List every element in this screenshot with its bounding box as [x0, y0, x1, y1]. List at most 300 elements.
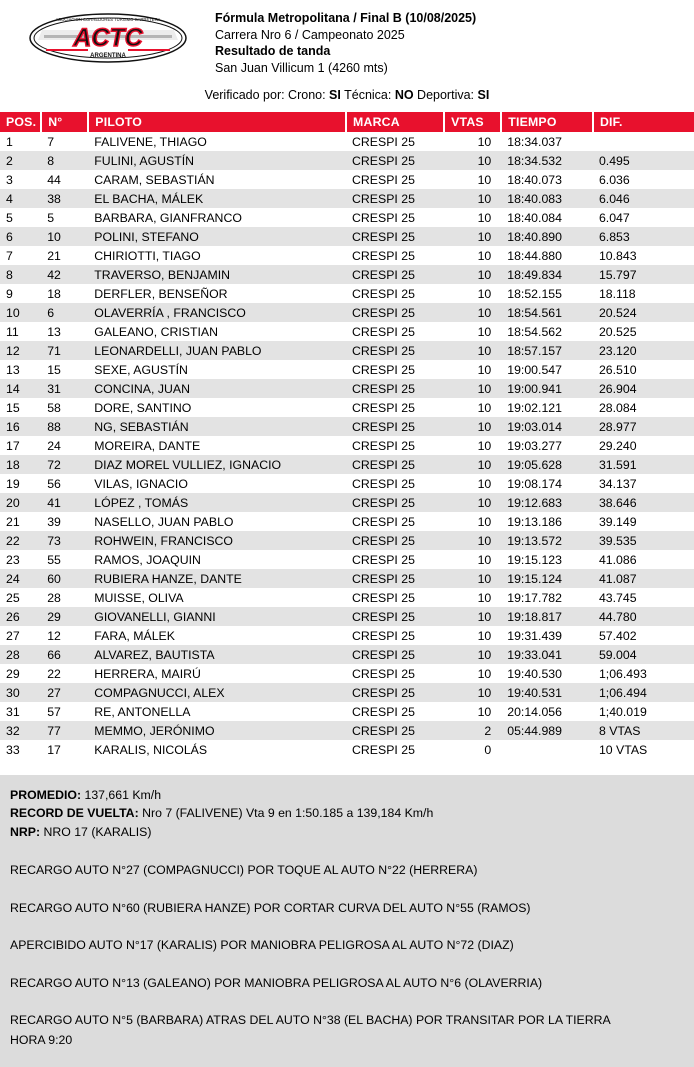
table-row: [0, 379, 694, 398]
cell-vtas: 10: [444, 664, 501, 683]
cell-pilot: LÓPEZ , TOMÁS: [88, 493, 346, 512]
actc-logo-icon: [28, 10, 188, 66]
cell-pos: 32: [0, 721, 41, 740]
table-row: [0, 284, 694, 303]
cell-number: 18: [41, 284, 88, 303]
cell-vtas: 10: [444, 379, 501, 398]
cell-marca: CRESPI 25: [346, 303, 444, 322]
cell-marca: CRESPI 25: [346, 645, 444, 664]
cell-number: 31: [41, 379, 88, 398]
cell-vtas: 10: [444, 265, 501, 284]
cell-marca: CRESPI 25: [346, 284, 444, 303]
penalty-note: RECARGO AUTO N°13 (GALEANO) POR MANIOBRA PELIGROSA AL AUTO N°6 (OLAVERRIA): [10, 975, 543, 990]
cell-dif: 20.524: [593, 303, 694, 322]
cell-pos: 30: [0, 683, 41, 702]
cell-number: 56: [41, 474, 88, 493]
table-row: [0, 208, 694, 227]
cell-tiempo: 19:40.530: [501, 664, 593, 683]
cell-vtas: 10: [444, 474, 501, 493]
column-header-dif: DIF.: [593, 112, 694, 132]
cell-vtas: 10: [444, 683, 501, 702]
cell-dif: 1;06.494: [593, 683, 694, 702]
cell-dif: 23.120: [593, 341, 694, 360]
cell-marca: CRESPI 25: [346, 151, 444, 170]
cell-number: 27: [41, 683, 88, 702]
cell-tiempo: 19:13.186: [501, 512, 593, 531]
table-body: [0, 132, 694, 759]
cell-marca: CRESPI 25: [346, 436, 444, 455]
cell-dif: [593, 132, 694, 151]
cell-pilot: MUISSE, OLIVA: [88, 588, 346, 607]
cell-dif: 29.240: [593, 436, 694, 455]
cell-pos: 28: [0, 645, 41, 664]
cell-marca: CRESPI 25: [346, 227, 444, 246]
cell-tiempo: 18:34.037: [501, 132, 593, 151]
cell-number: 60: [41, 569, 88, 588]
cell-tiempo: 18:40.073: [501, 170, 593, 189]
table-row: [0, 132, 694, 151]
verification-line: [0, 88, 694, 102]
cell-pilot: EL BACHA, MÁLEK: [88, 189, 346, 208]
note-record: [10, 805, 684, 822]
cell-tiempo: 19:18.817: [501, 607, 593, 626]
cell-pilot: FARA, MÁLEK: [88, 626, 346, 645]
cell-tiempo: 19:13.572: [501, 531, 593, 550]
cell-pilot: RAMOS, JOAQUIN: [88, 550, 346, 569]
cell-marca: CRESPI 25: [346, 398, 444, 417]
cell-pos: 17: [0, 436, 41, 455]
cell-dif: 1;06.493: [593, 664, 694, 683]
cell-dif: 28.977: [593, 417, 694, 436]
cell-dif: 10 VTAS: [593, 740, 694, 759]
cell-marca: CRESPI 25: [346, 740, 444, 759]
cell-marca: CRESPI 25: [346, 132, 444, 151]
cell-pos: 22: [0, 531, 41, 550]
cell-pos: 9: [0, 284, 41, 303]
verified-deportiva-value: SI: [477, 88, 490, 102]
table-row: [0, 512, 694, 531]
cell-marca: CRESPI 25: [346, 474, 444, 493]
cell-number: 12: [41, 626, 88, 645]
cell-pos: 11: [0, 322, 41, 341]
cell-dif: 0.495: [593, 151, 694, 170]
table-row: [0, 151, 694, 170]
cell-number: 13: [41, 322, 88, 341]
cell-pos: 3: [0, 170, 41, 189]
cell-tiempo: 19:03.277: [501, 436, 593, 455]
cell-tiempo: 05:44.989: [501, 721, 593, 740]
cell-marca: CRESPI 25: [346, 550, 444, 569]
cell-dif: 6.036: [593, 170, 694, 189]
cell-dif: 1;40.019: [593, 702, 694, 721]
cell-pos: 10: [0, 303, 41, 322]
cell-number: 73: [41, 531, 88, 550]
document-result-type: Resultado de tanda: [215, 44, 331, 58]
cell-tiempo: 19:05.628: [501, 455, 593, 474]
cell-pilot: ROHWEIN, FRANCISCO: [88, 531, 346, 550]
cell-tiempo: 18:40.083: [501, 189, 593, 208]
cell-dif: 43.745: [593, 588, 694, 607]
cell-pilot: COMPAGNUCCI, ALEX: [88, 683, 346, 702]
cell-pilot: GIOVANELLI, GIANNI: [88, 607, 346, 626]
cell-pos: 26: [0, 607, 41, 626]
cell-pos: 23: [0, 550, 41, 569]
cell-pos: 12: [0, 341, 41, 360]
cell-number: 22: [41, 664, 88, 683]
cell-tiempo: 19:17.782: [501, 588, 593, 607]
cell-tiempo: 19:02.121: [501, 398, 593, 417]
cell-number: 7: [41, 132, 88, 151]
nrp-value: NRO 17 (KARALIS): [40, 824, 152, 839]
cell-tiempo: 19:08.174: [501, 474, 593, 493]
cell-pilot: NASELLO, JUAN PABLO: [88, 512, 346, 531]
cell-number: 39: [41, 512, 88, 531]
notes-panel: [0, 775, 694, 1067]
cell-pos: 25: [0, 588, 41, 607]
cell-marca: CRESPI 25: [346, 341, 444, 360]
cell-dif: 15.797: [593, 265, 694, 284]
cell-marca: CRESPI 25: [346, 208, 444, 227]
cell-number: 88: [41, 417, 88, 436]
cell-marca: CRESPI 25: [346, 322, 444, 341]
cell-dif: 26.510: [593, 360, 694, 379]
table-row: [0, 227, 694, 246]
cell-marca: CRESPI 25: [346, 531, 444, 550]
cell-number: 58: [41, 398, 88, 417]
promedio-label: PROMEDIO:: [10, 788, 82, 802]
cell-marca: CRESPI 25: [346, 664, 444, 683]
cell-number: 66: [41, 645, 88, 664]
document-subtitle: Carrera Nro 6 / Campeonato 2025: [215, 27, 405, 42]
nrp-label: NRP:: [10, 824, 41, 839]
cell-pilot: RE, ANTONELLA: [88, 702, 346, 721]
cell-vtas: 10: [444, 702, 501, 721]
table-row: [0, 588, 694, 607]
table-row: [0, 702, 694, 721]
cell-number: 44: [41, 170, 88, 189]
cell-marca: CRESPI 25: [346, 170, 444, 189]
cell-vtas: 10: [444, 227, 501, 246]
cell-number: 17: [41, 740, 88, 759]
cell-dif: 6.047: [593, 208, 694, 227]
cell-marca: CRESPI 25: [346, 721, 444, 740]
cell-pilot: GALEANO, CRISTIAN: [88, 322, 346, 341]
column-header-pilot: PILOTO: [88, 112, 346, 132]
penalty-note: RECARGO AUTO N°27 (COMPAGNUCCI) POR TOQUE AL AUTO N°22 (HERRERA): [10, 863, 478, 878]
cell-dif: 41.087: [593, 569, 694, 588]
cell-tiempo: 19:03.014: [501, 417, 593, 436]
column-header-marca: MARCA: [346, 112, 444, 132]
cell-dif: 59.004: [593, 645, 694, 664]
cell-vtas: 10: [444, 607, 501, 626]
penalty-note: APERCIBIDO AUTO N°17 (KARALIS) POR MANIOBRA PELIGROSA AL AUTO N°72 (DIAZ): [10, 938, 514, 953]
svg-text:ACTC: ACTC: [72, 24, 143, 52]
table-row: [0, 607, 694, 626]
table-row: [0, 626, 694, 645]
cell-pos: 4: [0, 189, 41, 208]
cell-vtas: 10: [444, 626, 501, 645]
cell-pilot: MOREIRA, DANTE: [88, 436, 346, 455]
cell-pilot: TRAVERSO, BENJAMIN: [88, 265, 346, 284]
cell-vtas: 10: [444, 170, 501, 189]
cell-number: 21: [41, 246, 88, 265]
cell-vtas: 10: [444, 284, 501, 303]
cell-vtas: 10: [444, 303, 501, 322]
cell-pos: 33: [0, 740, 41, 759]
cell-pilot: DORE, SANTINO: [88, 398, 346, 417]
cell-dif: 57.402: [593, 626, 694, 645]
cell-vtas: 2: [444, 721, 501, 740]
cell-pos: 8: [0, 265, 41, 284]
cell-pos: 5: [0, 208, 41, 227]
cell-marca: CRESPI 25: [346, 360, 444, 379]
cell-number: 71: [41, 341, 88, 360]
cell-number: 55: [41, 550, 88, 569]
cell-marca: CRESPI 25: [346, 607, 444, 626]
cell-pos: 7: [0, 246, 41, 265]
cell-dif: 39.149: [593, 512, 694, 531]
table-row: [0, 265, 694, 284]
cell-tiempo: 18:49.834: [501, 265, 593, 284]
cell-tiempo: 19:15.124: [501, 569, 593, 588]
cell-vtas: 10: [444, 208, 501, 227]
cell-dif: 6.853: [593, 227, 694, 246]
cell-tiempo: 19:40.531: [501, 683, 593, 702]
cell-pos: 19: [0, 474, 41, 493]
verified-tecnica-label: Técnica:: [340, 88, 395, 102]
cell-vtas: 10: [444, 512, 501, 531]
cell-pilot: NG, SEBASTIÁN: [88, 417, 346, 436]
column-header-tiempo: TIEMPO: [501, 112, 593, 132]
cell-vtas: 10: [444, 550, 501, 569]
cell-number: 28: [41, 588, 88, 607]
cell-pilot: CARAM, SEBASTIÁN: [88, 170, 346, 189]
document-title: Fórmula Metropolitana / Final B (10/08/2025): [215, 11, 477, 25]
note-promedio: [10, 787, 684, 804]
cell-tiempo: 18:54.561: [501, 303, 593, 322]
cell-number: 29: [41, 607, 88, 626]
table-row: [0, 455, 694, 474]
cell-pos: 13: [0, 360, 41, 379]
note-hora: HORA 9:20: [10, 1032, 73, 1047]
cell-pilot: LEONARDELLI, JUAN PABLO: [88, 341, 346, 360]
table-header: [0, 112, 694, 132]
cell-vtas: 0: [444, 740, 501, 759]
table-row: [0, 246, 694, 265]
cell-marca: CRESPI 25: [346, 417, 444, 436]
cell-tiempo: 18:57.157: [501, 341, 593, 360]
cell-tiempo: 19:00.941: [501, 379, 593, 398]
cell-pilot: DERFLER, BENSEÑOR: [88, 284, 346, 303]
cell-pilot: OLAVERRÍA , FRANCISCO: [88, 303, 346, 322]
verified-tecnica-value: NO: [394, 88, 414, 102]
cell-pilot: POLINI, STEFANO: [88, 227, 346, 246]
table-row: [0, 740, 694, 759]
cell-number: 41: [41, 493, 88, 512]
table-row: [0, 170, 694, 189]
cell-tiempo: 18:40.084: [501, 208, 593, 227]
table-row: [0, 474, 694, 493]
table-row: [0, 645, 694, 664]
cell-pilot: VILAS, IGNACIO: [88, 474, 346, 493]
note-nrp: [10, 824, 684, 841]
cell-pos: 18: [0, 455, 41, 474]
table-row: [0, 436, 694, 455]
cell-marca: CRESPI 25: [346, 246, 444, 265]
cell-dif: 18.118: [593, 284, 694, 303]
cell-vtas: 10: [444, 360, 501, 379]
cell-dif: 38.646: [593, 493, 694, 512]
cell-dif: 28.084: [593, 398, 694, 417]
cell-dif: 6.046: [593, 189, 694, 208]
cell-marca: CRESPI 25: [346, 493, 444, 512]
cell-marca: CRESPI 25: [346, 265, 444, 284]
cell-number: 77: [41, 721, 88, 740]
table-row: [0, 721, 694, 740]
cell-dif: 39.535: [593, 531, 694, 550]
table-row: [0, 360, 694, 379]
cell-dif: 26.904: [593, 379, 694, 398]
cell-pilot: BARBARA, GIANFRANCO: [88, 208, 346, 227]
cell-number: 38: [41, 189, 88, 208]
record-label: RECORD DE VUELTA:: [10, 806, 139, 821]
cell-dif: 44.780: [593, 607, 694, 626]
cell-tiempo: 19:12.683: [501, 493, 593, 512]
logo-container: [0, 6, 215, 66]
penalty-note: RECARGO AUTO N°60 (RUBIERA HANZE) POR CORTAR CURVA DEL AUTO N°55 (RAMOS): [10, 900, 531, 915]
cell-number: 42: [41, 265, 88, 284]
cell-marca: CRESPI 25: [346, 588, 444, 607]
cell-marca: CRESPI 25: [346, 683, 444, 702]
table-row: [0, 189, 694, 208]
table-header-row: [0, 112, 694, 132]
verified-prefix: Verificado por: Crono:: [204, 88, 330, 102]
promedio-value: 137,661 Km/h: [81, 788, 162, 802]
cell-tiempo: 18:34.532: [501, 151, 593, 170]
document-header: [0, 0, 694, 76]
cell-pilot: FALIVENE, THIAGO: [88, 132, 346, 151]
cell-dif: 10.843: [593, 246, 694, 265]
cell-number: 10: [41, 227, 88, 246]
cell-dif: 41.086: [593, 550, 694, 569]
cell-pilot: ALVAREZ, BAUTISTA: [88, 645, 346, 664]
cell-marca: CRESPI 25: [346, 626, 444, 645]
cell-pilot: HERRERA, MAIRÚ: [88, 664, 346, 683]
cell-vtas: 10: [444, 588, 501, 607]
table-row: [0, 664, 694, 683]
column-header-pos: POS.: [0, 112, 41, 132]
cell-marca: CRESPI 25: [346, 379, 444, 398]
cell-tiempo: 19:00.547: [501, 360, 593, 379]
cell-tiempo: 19:31.439: [501, 626, 593, 645]
column-header-number: N°: [41, 112, 88, 132]
cell-pilot: CONCINA, JUAN: [88, 379, 346, 398]
cell-marca: CRESPI 25: [346, 569, 444, 588]
cell-pilot: KARALIS, NICOLÁS: [88, 740, 346, 759]
cell-pilot: SEXE, AGUSTÍN: [88, 360, 346, 379]
table-row: [0, 341, 694, 360]
cell-pos: 20: [0, 493, 41, 512]
verified-crono-value: SI: [329, 88, 341, 102]
cell-vtas: 10: [444, 246, 501, 265]
cell-vtas: 10: [444, 341, 501, 360]
cell-number: 57: [41, 702, 88, 721]
cell-pos: 6: [0, 227, 41, 246]
cell-pos: 29: [0, 664, 41, 683]
cell-vtas: 10: [444, 531, 501, 550]
cell-tiempo: [501, 740, 593, 759]
cell-vtas: 10: [444, 493, 501, 512]
cell-tiempo: 19:15.123: [501, 550, 593, 569]
cell-dif: 34.137: [593, 474, 694, 493]
table-row: [0, 493, 694, 512]
results-table: [0, 112, 694, 759]
record-value: Nro 7 (FALIVENE) Vta 9 en 1:50.185 a 139,184 Km/h: [138, 806, 434, 821]
cell-pos: 1: [0, 132, 41, 151]
header-text-block: [215, 6, 476, 76]
cell-pilot: FULINI, AGUSTÍN: [88, 151, 346, 170]
cell-marca: CRESPI 25: [346, 702, 444, 721]
cell-pilot: MEMMO, JERÓNIMO: [88, 721, 346, 740]
penalty-note: RECARGO AUTO N°5 (BARBARA) ATRAS DEL AUTO N°38 (EL BACHA) POR TRANSITAR POR LA TIERRA: [10, 1013, 611, 1028]
cell-tiempo: 19:33.041: [501, 645, 593, 664]
cell-vtas: 10: [444, 436, 501, 455]
svg-text:ASOCIACION CORREDORES TURISMO: ASOCIACION CORREDORES TURISMO CARRETERA: [55, 17, 160, 22]
cell-pos: 21: [0, 512, 41, 531]
column-header-vtas: VTAS: [444, 112, 501, 132]
cell-tiempo: 18:52.155: [501, 284, 593, 303]
cell-pilot: RUBIERA HANZE, DANTE: [88, 569, 346, 588]
verified-deportiva-label: Deportiva:: [413, 88, 478, 102]
cell-dif: 8 VTAS: [593, 721, 694, 740]
table-row: [0, 550, 694, 569]
cell-vtas: 10: [444, 132, 501, 151]
cell-pos: 16: [0, 417, 41, 436]
cell-dif: 31.591: [593, 455, 694, 474]
cell-vtas: 10: [444, 189, 501, 208]
penalties-list: [10, 842, 684, 1029]
svg-text:ARGENTINA: ARGENTINA: [89, 53, 126, 59]
cell-pilot: DIAZ MOREL VULLIEZ, IGNACIO: [88, 455, 346, 474]
table-row: [0, 303, 694, 322]
table-row: [0, 322, 694, 341]
cell-pos: 27: [0, 626, 41, 645]
cell-pos: 2: [0, 151, 41, 170]
cell-tiempo: 20:14.056: [501, 702, 593, 721]
cell-number: 15: [41, 360, 88, 379]
cell-pos: 15: [0, 398, 41, 417]
cell-dif: 20.525: [593, 322, 694, 341]
cell-vtas: 10: [444, 398, 501, 417]
cell-number: 24: [41, 436, 88, 455]
cell-marca: CRESPI 25: [346, 189, 444, 208]
cell-tiempo: 18:54.562: [501, 322, 593, 341]
table-row: [0, 531, 694, 550]
table-row: [0, 569, 694, 588]
cell-marca: CRESPI 25: [346, 512, 444, 531]
cell-vtas: 10: [444, 151, 501, 170]
cell-tiempo: 18:44.880: [501, 246, 593, 265]
cell-pos: 31: [0, 702, 41, 721]
cell-tiempo: 18:40.890: [501, 227, 593, 246]
cell-number: 6: [41, 303, 88, 322]
cell-vtas: 10: [444, 569, 501, 588]
cell-pilot: CHIRIOTTI, TIAGO: [88, 246, 346, 265]
cell-pos: 24: [0, 569, 41, 588]
cell-vtas: 10: [444, 645, 501, 664]
cell-vtas: 10: [444, 322, 501, 341]
cell-number: 5: [41, 208, 88, 227]
